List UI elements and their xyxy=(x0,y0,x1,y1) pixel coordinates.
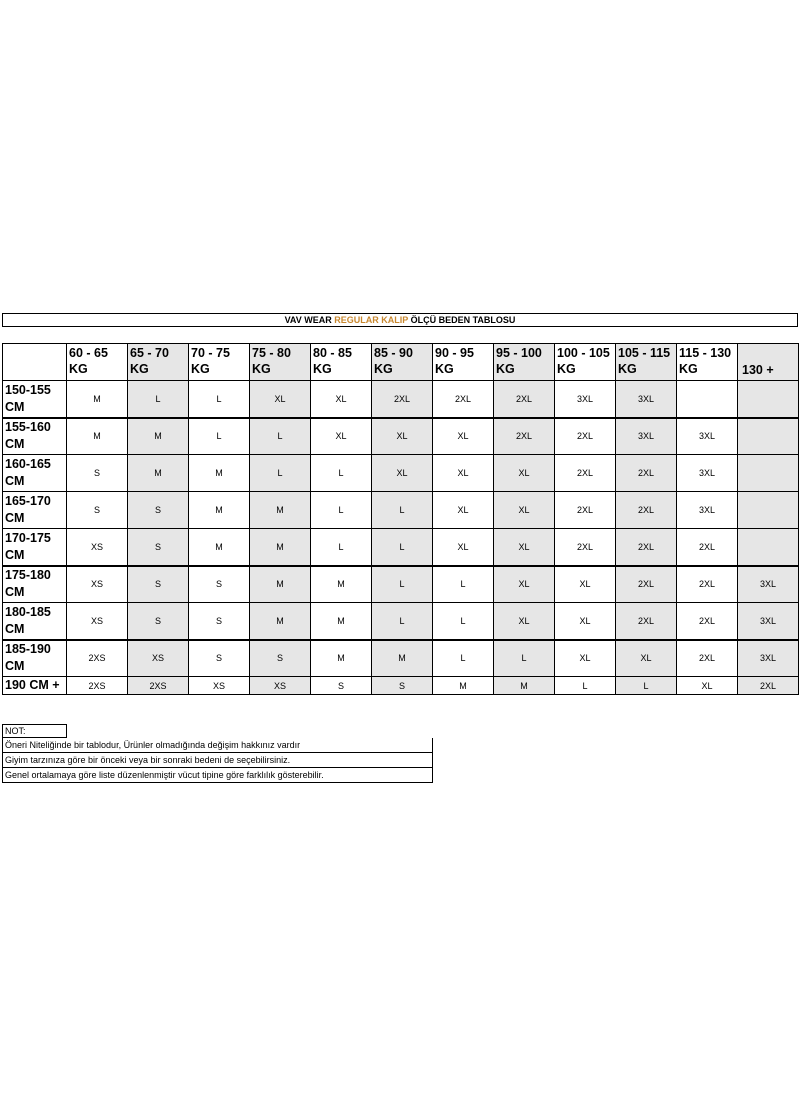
table-title xyxy=(2,313,798,327)
size-cell: L xyxy=(433,603,494,640)
size-cell: S xyxy=(67,455,128,492)
weight-unit: 130 + xyxy=(742,363,774,377)
weight-range: 65 - 70 xyxy=(130,346,169,360)
size-cell: 2XS xyxy=(67,640,128,677)
size-cell: 2XS xyxy=(128,677,189,695)
size-cell: L xyxy=(311,529,372,566)
size-cell: M xyxy=(433,677,494,695)
size-cell: L xyxy=(250,455,311,492)
note-line: Genel ortalamaya göre liste düzenlenmiştir vücut tipine göre farklılık gösterebilir. xyxy=(2,768,433,783)
table-row xyxy=(3,492,799,529)
size-cell xyxy=(738,529,799,566)
size-cell: 3XL xyxy=(555,381,616,418)
size-cell: M xyxy=(250,492,311,529)
size-cell: L xyxy=(372,529,433,566)
size-cell: 3XL xyxy=(738,566,799,603)
size-cell: L xyxy=(616,677,677,695)
size-cell: L xyxy=(311,492,372,529)
height-unit: CM xyxy=(5,437,25,452)
weight-range: 75 - 80 xyxy=(252,346,291,360)
size-cell: XL xyxy=(494,603,555,640)
weight-header xyxy=(372,344,433,381)
corner-cell xyxy=(3,344,67,381)
size-cell xyxy=(738,381,799,418)
height-label xyxy=(3,455,67,492)
size-cell: XL xyxy=(494,529,555,566)
weight-unit: KG xyxy=(557,362,576,376)
size-cell: 2XL xyxy=(433,381,494,418)
weight-header xyxy=(677,344,738,381)
weight-header xyxy=(189,344,250,381)
weight-range: 70 - 75 xyxy=(191,346,230,360)
size-cell: XL xyxy=(311,418,372,455)
weight-unit: KG xyxy=(69,362,88,376)
size-cell: S xyxy=(311,677,372,695)
weight-unit: KG xyxy=(313,362,332,376)
table-row xyxy=(3,381,799,418)
note-line: Öneri Niteliğinde bir tablodur, Ürünler olmadığında değişim hakkınız vardır xyxy=(2,738,433,753)
size-cell: 2XL xyxy=(555,455,616,492)
size-cell: L xyxy=(372,603,433,640)
size-cell: S xyxy=(189,640,250,677)
size-cell: XS xyxy=(189,677,250,695)
size-cell: XL xyxy=(372,418,433,455)
size-cell: M xyxy=(311,603,372,640)
size-cell: XL xyxy=(433,492,494,529)
size-cell: XL xyxy=(311,381,372,418)
height-label xyxy=(3,492,67,529)
size-cell: XS xyxy=(67,566,128,603)
size-cell: 2XL xyxy=(494,418,555,455)
notes-section xyxy=(2,724,433,783)
size-cell: 2XL xyxy=(372,381,433,418)
weight-unit: KG xyxy=(435,362,454,376)
title-suffix: ÖLÇÜ BEDEN TABLOSU xyxy=(408,315,516,325)
size-cell: XS xyxy=(250,677,311,695)
size-cell: XL xyxy=(555,603,616,640)
size-cell: 2XL xyxy=(555,418,616,455)
size-cell xyxy=(738,455,799,492)
weight-range: 80 - 85 xyxy=(313,346,352,360)
size-cell: L xyxy=(433,640,494,677)
size-cell: M xyxy=(250,603,311,640)
size-cell: XS xyxy=(67,529,128,566)
table-row xyxy=(3,418,799,455)
size-cell: S xyxy=(128,603,189,640)
size-cell: XL xyxy=(433,418,494,455)
size-cell: XS xyxy=(128,640,189,677)
size-cell: M xyxy=(189,529,250,566)
table-row xyxy=(3,640,799,677)
height-range: 160-165 xyxy=(5,457,51,471)
size-cell xyxy=(738,492,799,529)
size-cell: XL xyxy=(433,455,494,492)
size-cell: XL xyxy=(555,640,616,677)
weight-unit: KG xyxy=(496,362,515,376)
size-cell: 2XL xyxy=(616,566,677,603)
weight-range: 85 - 90 xyxy=(374,346,413,360)
size-cell: L xyxy=(311,455,372,492)
weight-header xyxy=(67,344,128,381)
height-range: 185-190 xyxy=(5,642,51,657)
note-line: Giyim tarzınıza göre bir önceki veya bir sonraki bedeni de seçebilirsiniz. xyxy=(2,753,433,768)
weight-header xyxy=(616,344,677,381)
height-label xyxy=(3,566,67,603)
title-brand: VAV WEAR xyxy=(284,315,335,325)
size-cell: 3XL xyxy=(677,418,738,455)
weight-unit: KG xyxy=(679,362,698,376)
size-cell: XL xyxy=(372,455,433,492)
table-row xyxy=(3,566,799,603)
size-cell: M xyxy=(67,418,128,455)
size-cell: XL xyxy=(250,381,311,418)
size-cell: 3XL xyxy=(738,603,799,640)
weight-unit: KG xyxy=(191,362,210,376)
height-unit: CM xyxy=(5,659,25,674)
size-cell: L xyxy=(189,381,250,418)
height-range: 170-175 xyxy=(5,530,51,545)
size-cell: M xyxy=(311,566,372,603)
size-cell: S xyxy=(372,677,433,695)
size-cell: M xyxy=(311,640,372,677)
size-cell xyxy=(738,418,799,455)
size-cell: L xyxy=(555,677,616,695)
size-cell: M xyxy=(189,455,250,492)
size-cell: 3XL xyxy=(738,640,799,677)
height-label xyxy=(3,640,67,677)
header-row xyxy=(3,344,799,381)
size-cell: XL xyxy=(555,566,616,603)
size-chart-table xyxy=(2,343,799,695)
table-row xyxy=(3,529,799,566)
size-cell: S xyxy=(250,640,311,677)
height-range: 180-185 xyxy=(5,604,51,619)
weight-header xyxy=(128,344,189,381)
title-fit-type: REGULAR KALIP xyxy=(334,315,409,325)
size-cell: M xyxy=(494,677,555,695)
size-cell: 2XL xyxy=(555,529,616,566)
size-cell: 3XL xyxy=(677,492,738,529)
size-cell: 3XL xyxy=(677,455,738,492)
size-cell: L xyxy=(250,418,311,455)
weight-header xyxy=(555,344,616,381)
size-cell: L xyxy=(128,381,189,418)
size-cell: S xyxy=(189,566,250,603)
size-cell: XL xyxy=(677,677,738,695)
weight-unit: KG xyxy=(618,362,637,376)
size-cell: 2XL xyxy=(738,677,799,695)
height-label xyxy=(3,418,67,455)
table-row xyxy=(3,455,799,492)
height-label xyxy=(3,381,67,418)
height-label xyxy=(3,677,67,695)
table-row xyxy=(3,603,799,640)
height-unit: CM xyxy=(5,511,25,525)
notes-heading: NOT: xyxy=(2,724,67,738)
size-cell: 2XL xyxy=(616,492,677,529)
height-unit: CM xyxy=(5,474,25,488)
size-cell: S xyxy=(128,492,189,529)
weight-range: 95 - 100 xyxy=(496,346,542,360)
weight-range: 60 - 65 xyxy=(69,346,108,360)
height-range: 175-180 xyxy=(5,568,51,583)
size-cell: L xyxy=(494,640,555,677)
size-cell: XL xyxy=(433,529,494,566)
size-cell: 2XL xyxy=(616,455,677,492)
weight-header xyxy=(250,344,311,381)
size-cell: S xyxy=(128,529,189,566)
size-cell: M xyxy=(250,529,311,566)
size-cell: M xyxy=(128,455,189,492)
size-cell: M xyxy=(67,381,128,418)
size-cell: S xyxy=(128,566,189,603)
size-cell: S xyxy=(189,603,250,640)
size-cell: 3XL xyxy=(616,381,677,418)
weight-range: 115 - 130 xyxy=(679,346,732,360)
table-row xyxy=(3,677,799,695)
size-cell: 2XL xyxy=(555,492,616,529)
height-unit: CM xyxy=(5,621,25,636)
size-cell: L xyxy=(372,492,433,529)
weight-header xyxy=(494,344,555,381)
size-cell xyxy=(677,381,738,418)
size-cell: 2XS xyxy=(67,677,128,695)
weight-range: 105 - 115 xyxy=(618,346,671,360)
weight-header xyxy=(311,344,372,381)
size-cell: M xyxy=(128,418,189,455)
size-cell: M xyxy=(250,566,311,603)
size-cell: 2XL xyxy=(677,603,738,640)
height-range: 150-155 xyxy=(5,382,51,397)
size-cell: XL xyxy=(616,640,677,677)
weight-header xyxy=(738,344,799,381)
size-chart-body xyxy=(3,344,799,695)
size-cell: S xyxy=(67,492,128,529)
size-cell: L xyxy=(189,418,250,455)
height-range: 165-170 xyxy=(5,494,51,508)
weight-unit: KG xyxy=(374,362,393,376)
weight-header xyxy=(433,344,494,381)
size-cell: L xyxy=(433,566,494,603)
height-label xyxy=(3,603,67,640)
height-label xyxy=(3,529,67,566)
height-unit: CM xyxy=(5,547,25,562)
height-range: 190 CM + xyxy=(5,678,60,692)
size-cell: 2XL xyxy=(677,640,738,677)
size-cell: 2XL xyxy=(677,529,738,566)
weight-unit: KG xyxy=(130,362,149,376)
height-unit: CM xyxy=(5,585,25,600)
size-cell: M xyxy=(189,492,250,529)
size-cell: 2XL xyxy=(616,603,677,640)
height-range: 155-160 xyxy=(5,420,51,435)
size-cell: 2XL xyxy=(677,566,738,603)
size-cell: XL xyxy=(494,455,555,492)
size-cell: XL xyxy=(494,492,555,529)
weight-range: 90 - 95 xyxy=(435,346,474,360)
size-cell: L xyxy=(372,566,433,603)
size-cell: 2XL xyxy=(616,529,677,566)
size-cell: M xyxy=(372,640,433,677)
weight-unit: KG xyxy=(252,362,271,376)
size-cell: 2XL xyxy=(494,381,555,418)
height-unit: CM xyxy=(5,399,25,414)
size-cell: 3XL xyxy=(616,418,677,455)
size-cell: XL xyxy=(494,566,555,603)
weight-range: 100 - 105 xyxy=(557,346,610,360)
size-cell: XS xyxy=(67,603,128,640)
